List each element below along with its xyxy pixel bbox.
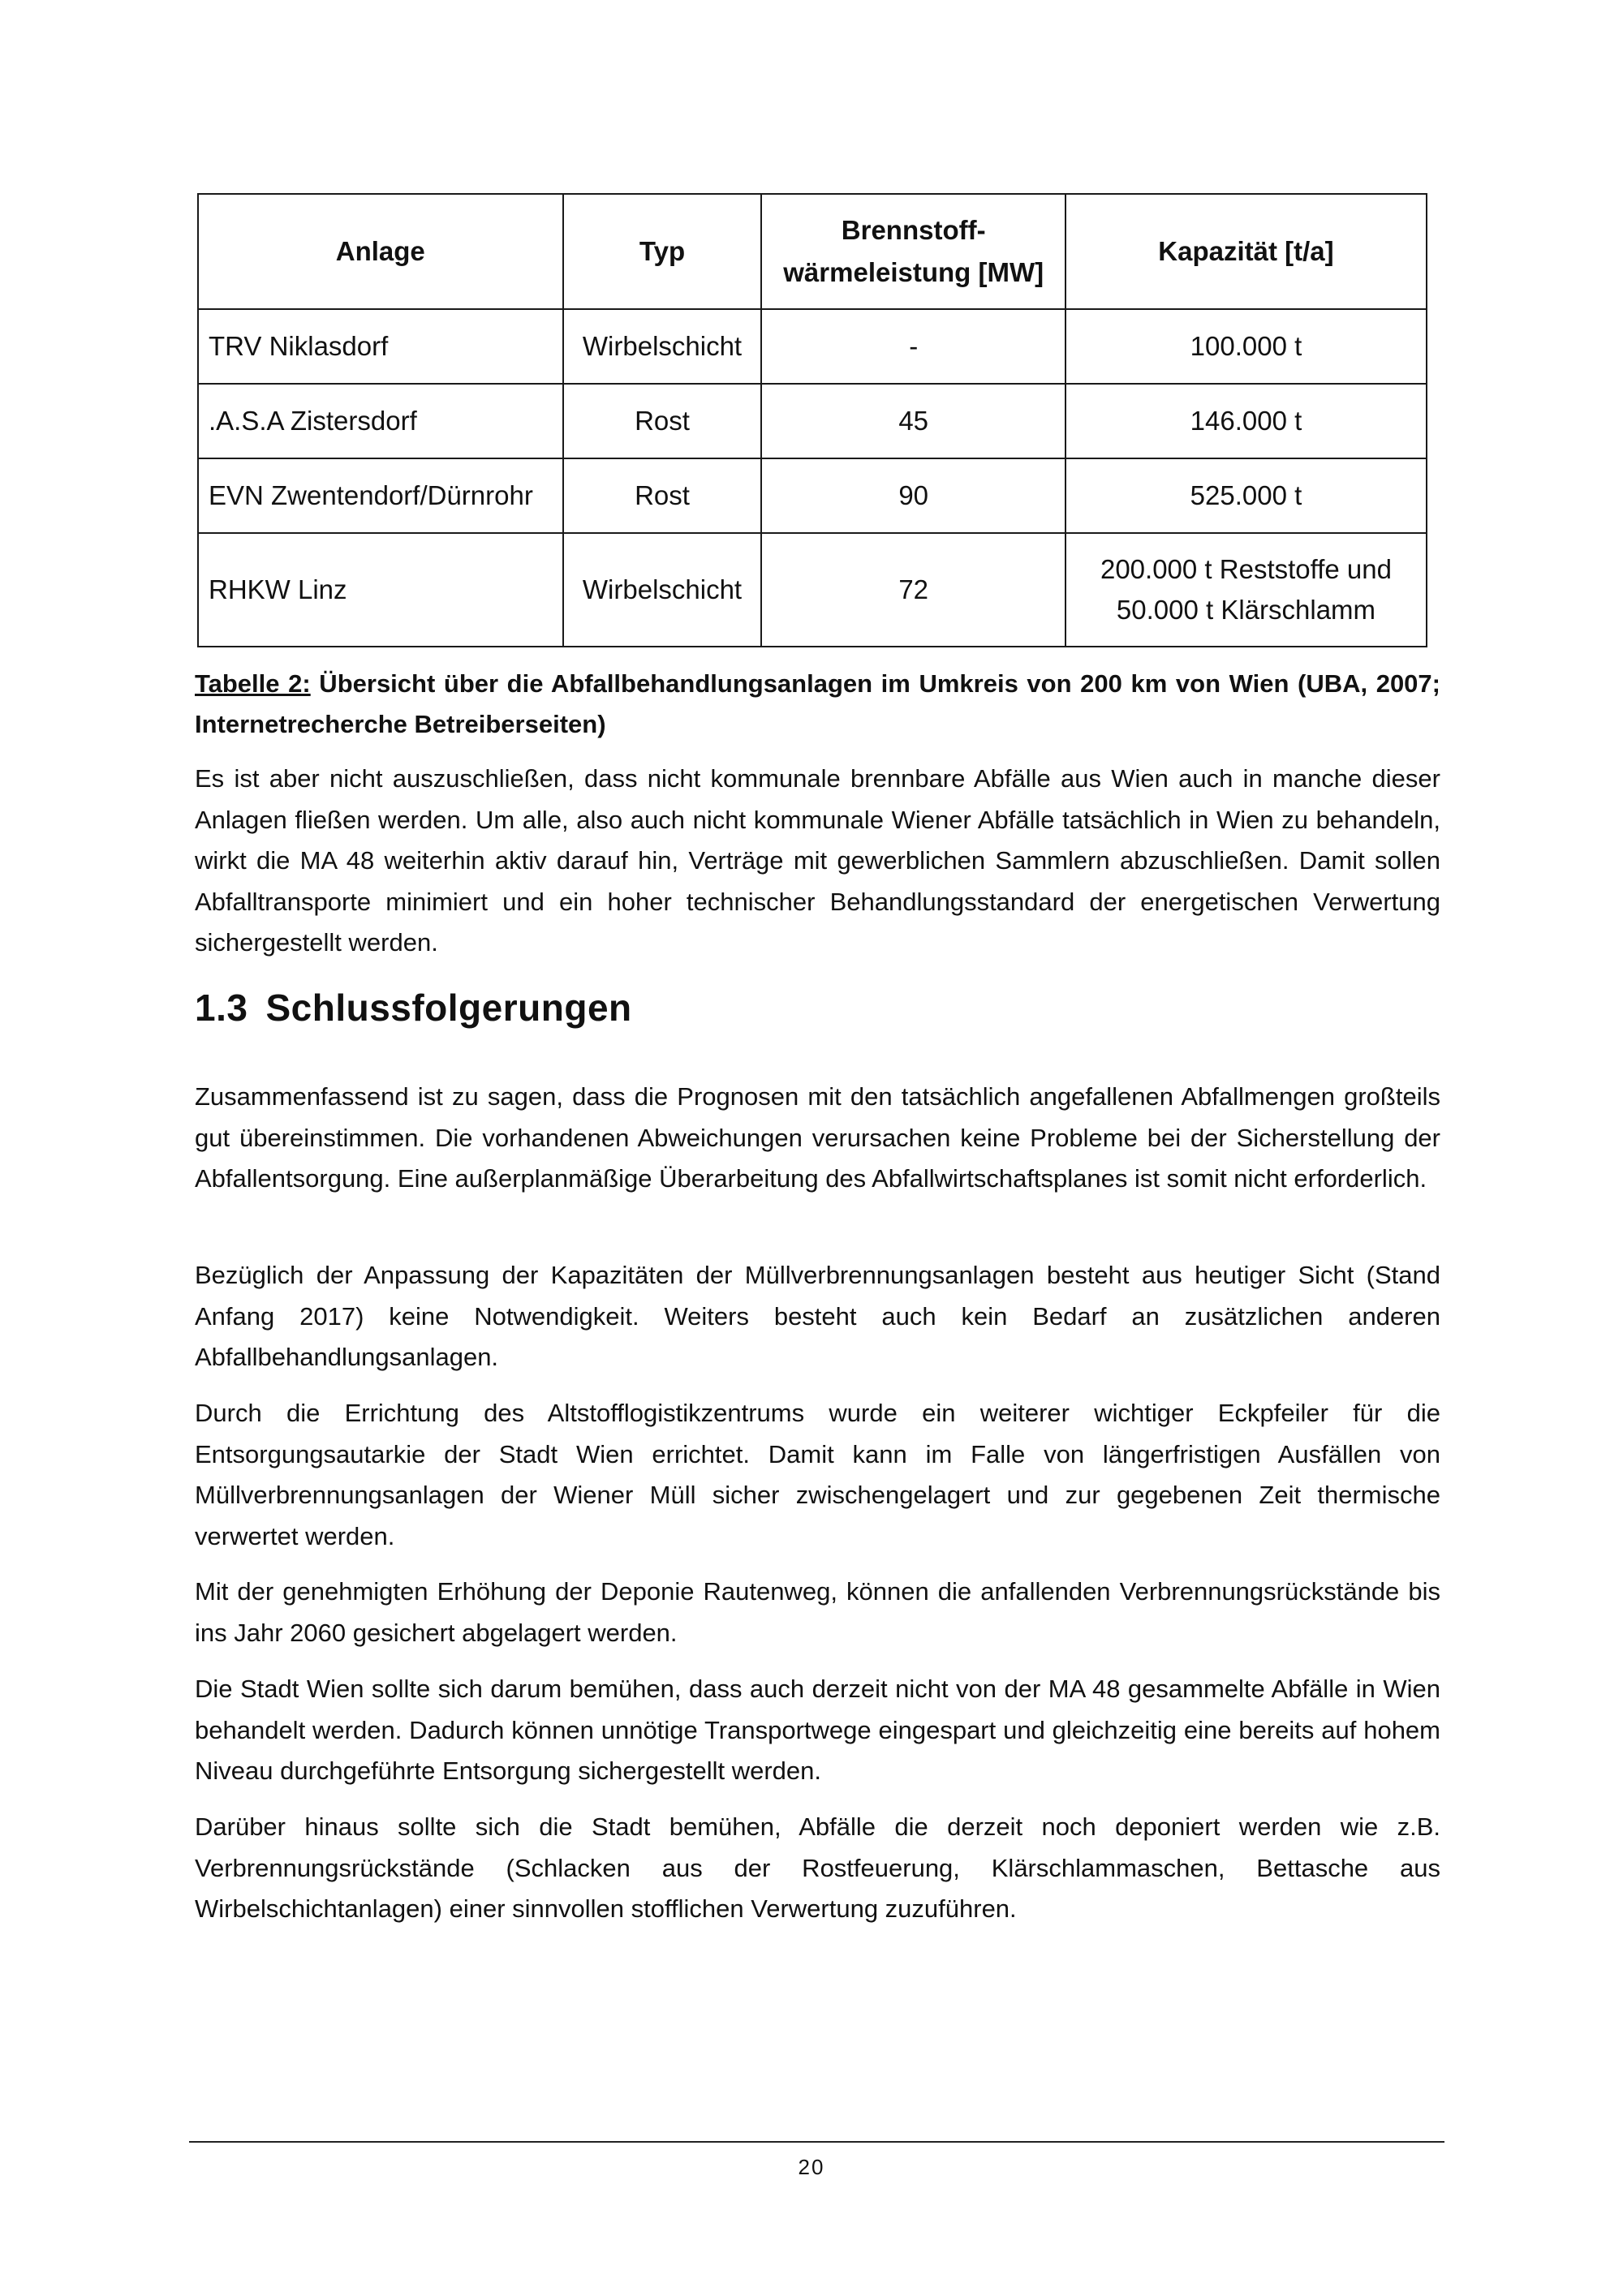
paragraph-conclusion-5: Die Stadt Wien sollte sich darum bemühen, dass auch derzeit nicht von der MA 48 gesammelte Abfälle in Wien behandelt werden. Dadurch können unnötige Transportwege eingespart und gleichzeitig eine bereits auf hohem Niveau durchgeführte Entsorgung sichergestellt werden. [195,1675,1440,1785]
cell-kapazitaet: 100.000 t [1065,309,1427,384]
header-kapazitaet: Kapazität [t/a] [1065,194,1427,309]
paragraph-conclusion-4: Mit der genehmigten Erhöhung der Deponie Rautenweg, können die anfallenden Verbrennungsrückstände bis ins Jahr 2060 gesichert abgelagert werden. [195,1577,1440,1647]
caption-label: Tabelle 2: [195,669,311,698]
section-title: Schlussfolgerungen [265,987,632,1029]
cell-anlage: RHKW Linz [198,533,563,647]
section-number: 1.3 [195,987,248,1029]
cell-typ: Wirbelschicht [563,309,762,384]
facilities-table [197,193,1427,647]
header-typ: Typ [563,194,762,309]
cell-anlage: TRV Niklasdorf [198,309,563,384]
paragraph-conclusion-1: Zusammenfassend ist zu sagen, dass die Prognosen mit den tatsächlich angefallenen Abfallmengen großteils gut übereinstimmen. Die vorhandenen Abweichungen verursachen keine Probleme bei der Sicherstellung der Abfallentsorgung. Eine außerplanmäßige Überarbeitung des Abfallwirtschaftsplanes ist somit nicht erforderlich. [195,1082,1440,1193]
caption-text: Übersicht über die Abfallbehandlungsanlagen im Umkreis von 200 km von Wien (UBA, 2007; Internetrecherche Betreiberseiten) [195,669,1440,738]
paragraph-conclusion-2: Bezüglich der Anpassung der Kapazitäten der Müllverbrennungsanlagen besteht aus heutiger Sicht (Stand Anfang 2017) keine Notwendigkeit. Weiters besteht auch kein Bedarf an zusätzlichen anderen Abfallbehandlungsanlagen. [195,1261,1440,1371]
paragraph-conclusion-3: Durch die Errichtung des Altstofflogistikzentrums wurde ein weiterer wichtiger Eckpfeiler für die Entsorgungsautarkie der Stadt Wien errichtet. Damit kann im Falle von längerfristigen Ausfällen von Müllverbrennungsanlagen der Wiener Müll sicher zwischengelagert und zur gegebenen Zeit thermische verwertet werden. [195,1399,1440,1550]
cell-anlage: EVN Zwentendorf/Dürnrohr [198,458,563,533]
cell-leistung: - [761,309,1065,384]
footer-divider [189,2141,1444,2143]
cell-typ: Wirbelschicht [563,533,762,647]
table-row [198,384,1427,458]
cell-kapazitaet: 146.000 t [1065,384,1427,458]
table-row [198,309,1427,384]
intro-paragraph: Es ist aber nicht auszuschließen, dass nicht kommunale brennbare Abfälle aus Wien auch in manche dieser Anlagen fließen werden. Um alle, also auch nicht kommunale Wiener Abfälle tatsächlich in Wien zu behandeln, wirkt die MA 48 weiterhin aktiv darauf hin, Verträge mit gewerblichen Sammlern abzuschließen. Damit sollen Abfalltransporte minimiert und ein hoher technischer Behandlungsstandard der energetischen Verwertung sichergestellt werden. [195,764,1440,957]
header-brennstoff-line1: Brennstoff- [841,215,986,245]
cell-anlage: .A.S.A Zistersdorf [198,384,563,458]
paragraph-conclusion-6: Darüber hinaus sollte sich die Stadt bemühen, Abfälle die derzeit noch deponiert werden wie z.B. Verbrennungsrückstände (Schlacken aus der Rostfeuerung, Klärschlammaschen, Bettasche aus Wirbelschichtanlagen) einer sinnvollen stofflichen Verwertung zuzuführen. [195,1812,1440,1923]
cell-kapazitaet: 525.000 t [1065,458,1427,533]
cell-leistung: 72 [761,533,1065,647]
cell-typ: Rost [563,458,762,533]
section-heading [195,986,632,1030]
header-brennstoff-line2: wärmeleistung [MW] [783,257,1044,287]
table-header-row [198,194,1427,309]
table-row [198,458,1427,533]
cell-typ: Rost [563,384,762,458]
cell-leistung: 90 [761,458,1065,533]
cell-leistung: 45 [761,384,1065,458]
cell-kapazitaet [1065,533,1427,647]
header-brennstoffwaermeleistung [761,194,1065,309]
header-anlage: Anlage [198,194,563,309]
table-caption [195,664,1440,745]
page-number: 20 [798,2155,825,2179]
kapazitaet-line1: 200.000 t Reststoffe und [1100,554,1392,584]
kapazitaet-line2: 50.000 t Klärschlamm [1116,595,1376,625]
table-row [198,533,1427,647]
